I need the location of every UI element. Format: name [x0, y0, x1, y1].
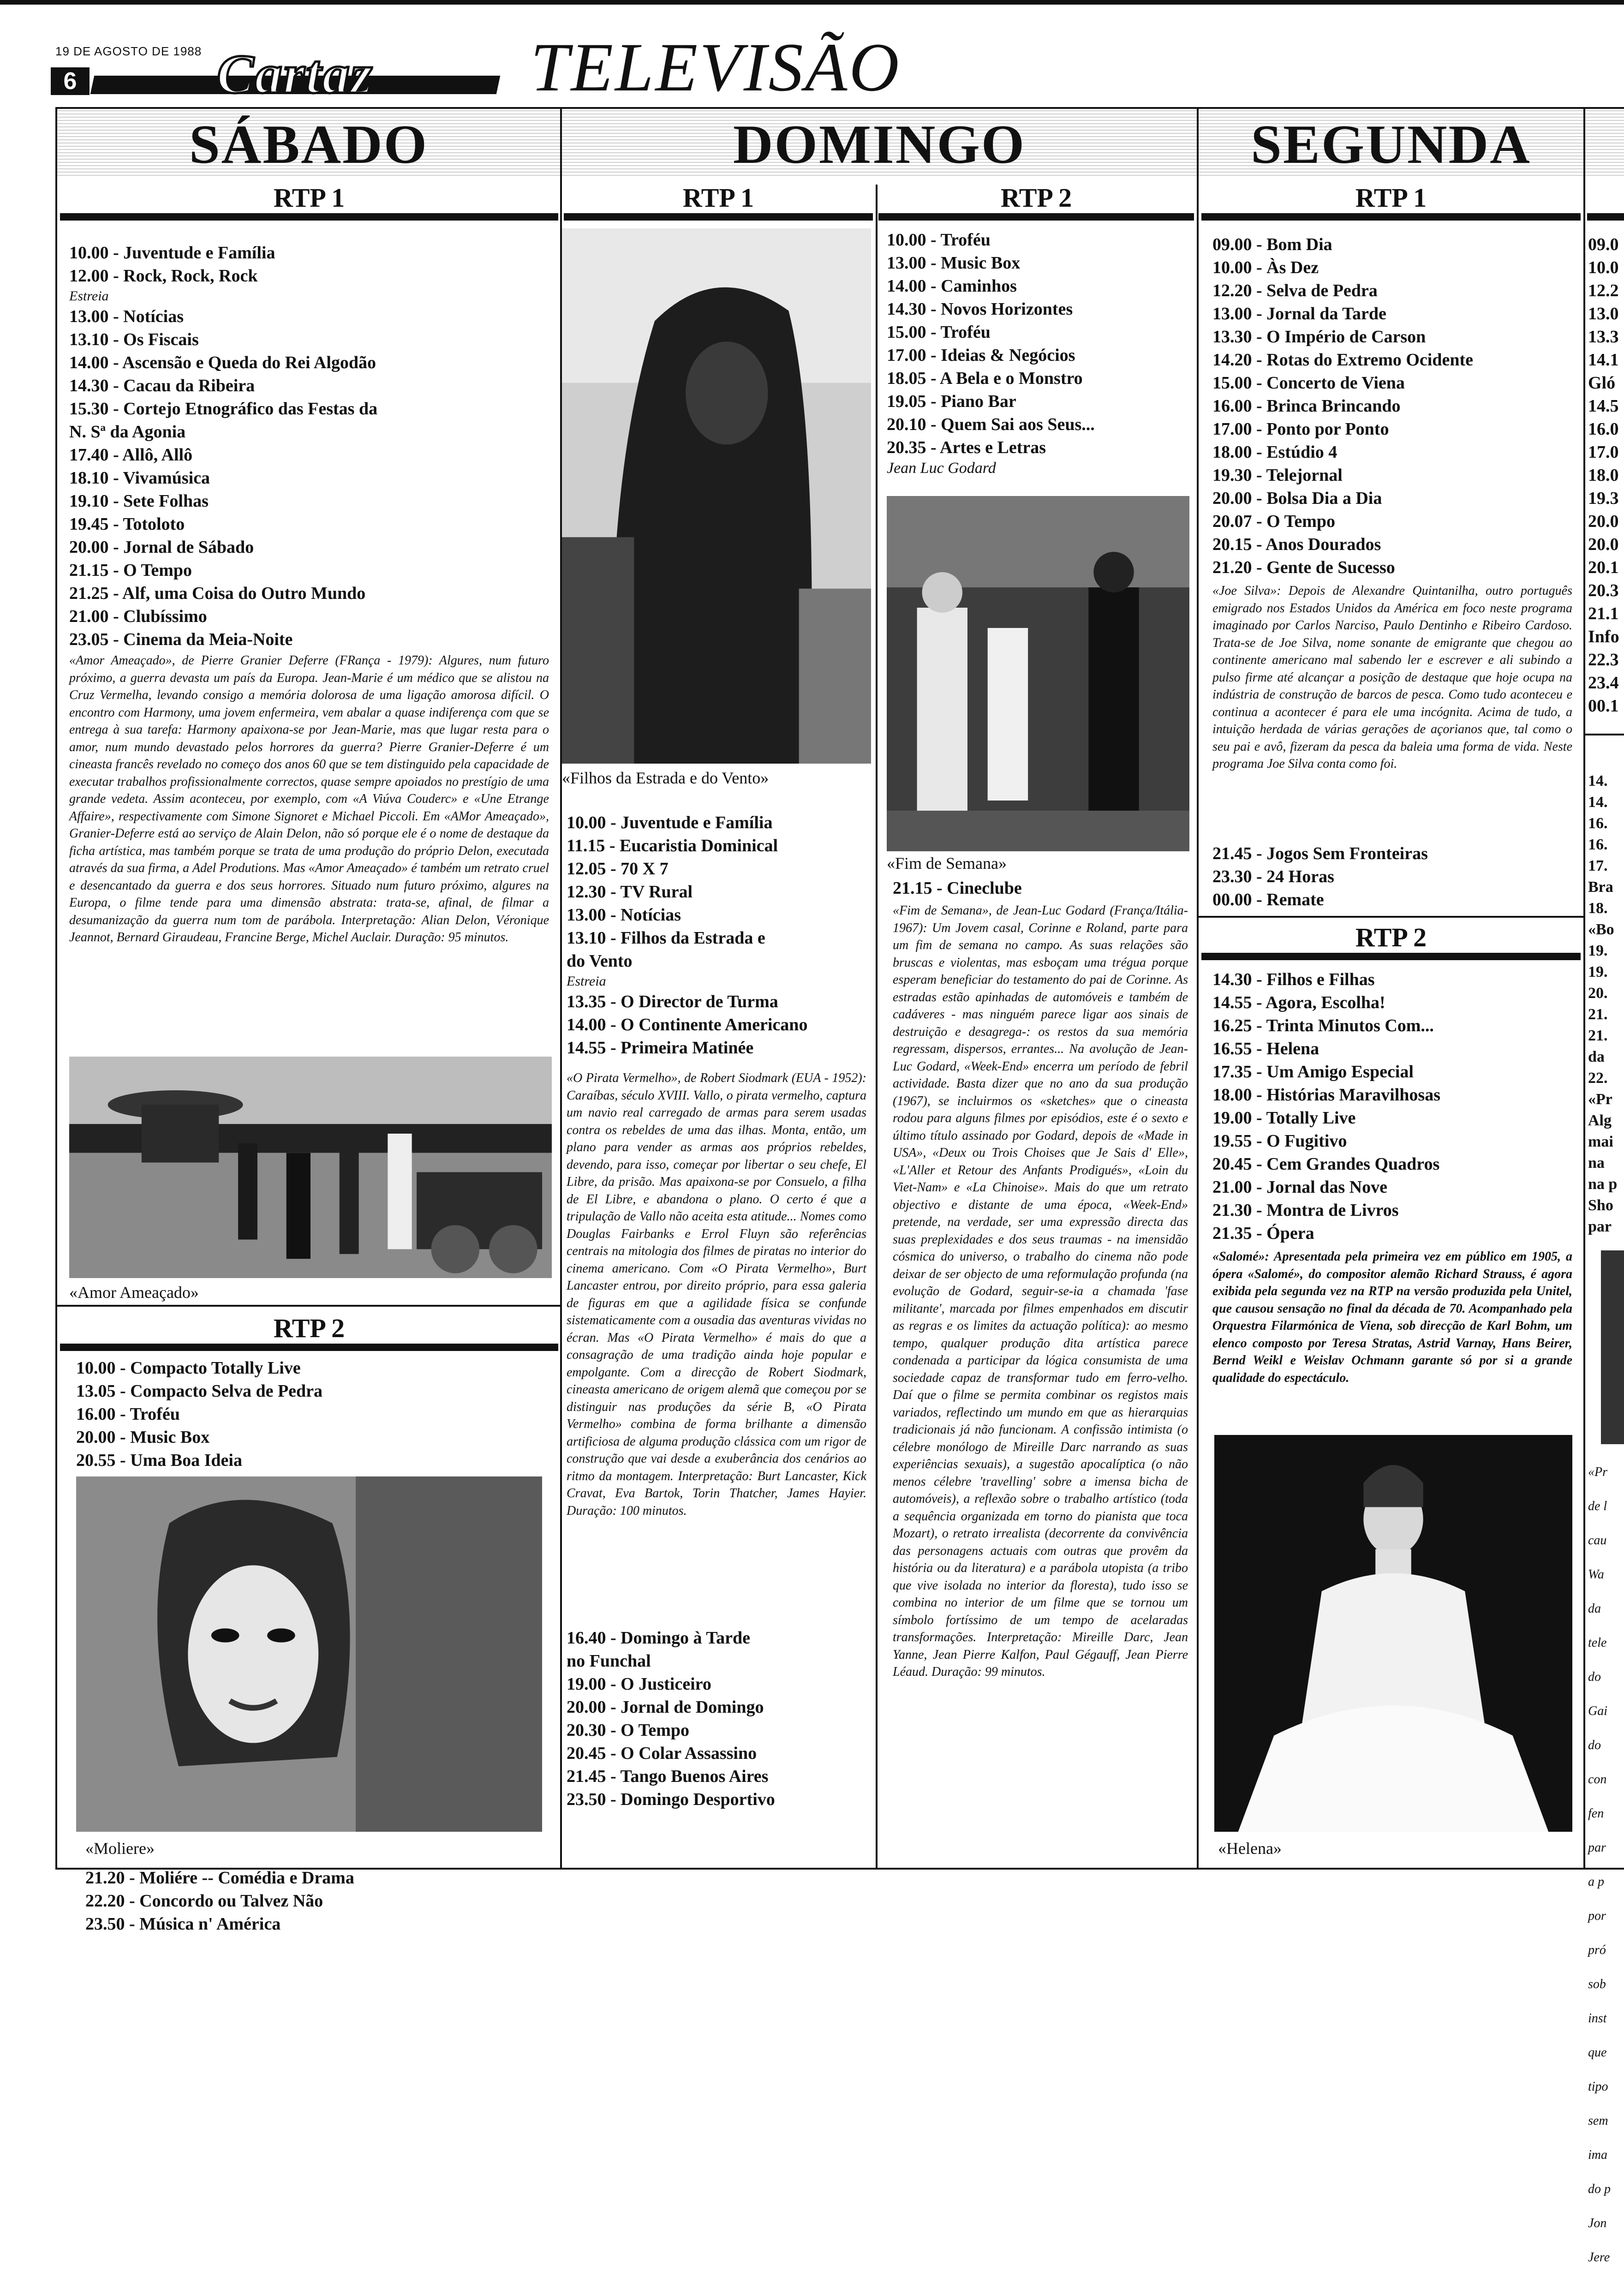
note-fragment: do [1588, 1738, 1601, 1752]
program-item: 20.15 - Anos Dourados [1212, 535, 1381, 554]
program-item: 19.10 - Sete Folhas [69, 491, 209, 511]
day-name: SEGUNDA [1251, 114, 1531, 175]
program-list-saturday-rtp1 [69, 241, 554, 651]
program-item: 19. [1588, 942, 1608, 959]
program-description: «Salomé»: Apresentada pela primeira vez em público em 1905, a ópera «Salomé», do compositor alemão Richard Strauss, é agora exibida pela segunda vez na RTP na versão produzida pela Unitel, que causou sensação no final da década de 70. Acompanhado pela Orquestra Filarmónica de Viena, sob direcção de Karl Bohm, um elenco composto por Teresa Stratas, Astrid Varnay, Hans Beirer, Bernd Weikl e Weislav Ochmann garante só por si a grande qualidade do espectáculo. [1212, 1249, 1572, 1385]
program-item: 10.00 - Juventude e Família [567, 813, 773, 832]
day-header-sunday [562, 109, 1197, 178]
program-item: 16.25 - Trinta Minutos Com... [1212, 1016, 1434, 1035]
program-item: da [1588, 1048, 1605, 1065]
program-item: 12.00 - Rock, Rock, Rock [69, 266, 258, 286]
program-item: 21.45 - Tango Buenos Aires [567, 1767, 769, 1786]
program-item: 17.35 - Um Amigo Especial [1212, 1062, 1414, 1082]
channel-heading: RTP 2 [1000, 183, 1072, 213]
program-item: 15.00 - Troféu [887, 323, 991, 342]
day-name: SÁBADO [189, 114, 429, 175]
note-fragment: fen [1588, 1806, 1604, 1821]
photo-image [562, 228, 871, 764]
program-item: 22.20 - Concordo ou Talvez Não [85, 1891, 323, 1911]
program-item: 23.50 - Domingo Desportivo [567, 1790, 775, 1809]
program-item: 15.30 - Cortejo Etnográfico das Festas da [69, 399, 378, 418]
note-fragments [1588, 1446, 1624, 2265]
program-list-monday-rtp1-late [1212, 842, 1577, 911]
note-fragment: sem [1588, 2114, 1608, 2128]
column-rule-2 [1197, 107, 1199, 1870]
program-list-monday-rtp2 [1212, 968, 1577, 1245]
program-item: 13.30 - O Império de Carson [1212, 327, 1426, 347]
photo-caption: «Filhos da Estrada e do Vento» [562, 769, 769, 787]
program-item: mai [1588, 1133, 1613, 1150]
program-item: 21.20 - Moliére -- Comédia e Drama [85, 1868, 354, 1888]
photo-image [69, 1057, 552, 1278]
note-fragment: tipo [1588, 2080, 1608, 2094]
column-rule-3 [1583, 107, 1585, 1870]
photo-image [887, 496, 1189, 851]
program-item: 12.20 - Selva de Pedra [1212, 281, 1378, 300]
program-list-tuesday-rtp1-partial [1588, 233, 1624, 717]
program-list-saturday-rtp2-late [85, 1866, 556, 1936]
photo-caption: «Amor Ameaçado» [69, 1283, 199, 1302]
photo-caption: «Moliere» [85, 1839, 155, 1858]
day-header-saturday [57, 109, 560, 178]
program-item: 21.1 [1588, 604, 1619, 623]
program-item: 14.00 - Ascensão e Queda do Rei Algodão [69, 353, 376, 372]
photo-caption: «Fim de Semana» [887, 854, 1007, 873]
photo-amor-ameacado [69, 1057, 552, 1278]
program-list-sunday-rtp1-afternoon [567, 1626, 871, 1811]
note-fragment: ima [1588, 2148, 1607, 2162]
program-item: 20.55 - Uma Boa Ideia [76, 1451, 242, 1470]
channel-rule [60, 213, 558, 221]
program-list-monday-rtp1 [1212, 233, 1577, 579]
program-item: 14. [1588, 772, 1608, 789]
column-rule-sunday-split [876, 185, 878, 1869]
program-item: 22. [1588, 1070, 1608, 1087]
program-item: 21.20 - Gente de Sucesso [1212, 558, 1395, 577]
note-fragment: cau [1588, 1533, 1607, 1548]
program-item: 09.0 [1588, 235, 1619, 254]
program-item: par [1588, 1218, 1612, 1235]
program-item: 19.55 - O Fugitivo [1212, 1131, 1347, 1151]
note-fragment: a p [1588, 1875, 1604, 1889]
program-item: 13.00 - Music Box [887, 253, 1021, 273]
program-item: na p [1588, 1176, 1618, 1193]
photo-image [76, 1476, 542, 1832]
note-fragment: Gai [1588, 1704, 1607, 1718]
note-fragment: «Pr [1588, 1465, 1607, 1479]
photo-image [1214, 1435, 1572, 1832]
program-item: 00.1 [1588, 696, 1619, 716]
photo-moliere [76, 1476, 542, 1832]
program-item: 20.1 [1588, 558, 1619, 577]
program-item: 13.3 [1588, 327, 1619, 347]
program-item: 14.00 - O Continente Americano [567, 1015, 808, 1034]
program-item: 00.00 - Remate [1212, 890, 1324, 909]
program-description: «Joe Silva»: Depois de Alexandre Quintanilha, outro português emigrado nos Estados Unidos da América em foco neste programa imaginado por Carlos Narciso, Paulo Dentinho e Ribeiro Cardoso. Trata-se de Joe Silva, nome sonante de emigrante que chegou ao continente americano mal sabendo ler e escrever e ali subindo a pulso firme até alcançar a posição de destaque que hoje ocupa na indústria de construção de barcos de pesca. Como tudo aconteceu e continua a acontecer é para ele uma incógnita. Acima de tudo, a intuição herdada de várias gerações de açorianos que, tal como o seu pai e avô, fizeram da pesca da baleia uma forma de vida. Neste programa Joe Silva conta como foi. [1212, 584, 1572, 771]
divider [1585, 734, 1624, 735]
note-fragment: por [1588, 1909, 1606, 1923]
page-number: 6 [51, 67, 90, 95]
note-fragment: sob [1588, 1977, 1606, 1991]
program-item: 20.0 [1588, 535, 1619, 554]
program-item: 16.00 - Troféu [76, 1404, 180, 1424]
program-item: 17.00 - Ponto por Ponto [1212, 419, 1389, 439]
frame-left-rule [55, 107, 57, 1870]
program-item: 20.35 - Artes e Letras [887, 438, 1046, 457]
program-item: Sho [1588, 1197, 1613, 1214]
program-item: 18.00 - Estúdio 4 [1212, 442, 1337, 462]
channel-rule [1587, 213, 1624, 221]
program-item: 14.55 - Primeira Matinée [567, 1038, 754, 1058]
program-item: 18.0 [1588, 466, 1619, 485]
program-item: 16.40 - Domingo à Tarde [567, 1628, 750, 1648]
program-item: do Vento [567, 951, 633, 971]
program-item: 16.0 [1588, 419, 1619, 439]
program-item: 23.30 - 24 Horas [1212, 867, 1334, 886]
program-item: «Pr [1588, 1091, 1612, 1108]
program-item: 19.3 [1588, 489, 1619, 508]
program-item: 20. [1588, 985, 1608, 1002]
program-item: 09.00 - Bom Dia [1212, 235, 1332, 254]
program-item: 10.00 - Às Dez [1212, 258, 1319, 277]
channel-rule [60, 1344, 558, 1351]
day-header-tuesday-partial [1585, 109, 1624, 178]
program-item: 21. [1588, 1006, 1608, 1023]
note-fragment: da [1588, 1602, 1601, 1616]
cartaz-logo: Cartaz [217, 43, 373, 105]
program-list-saturday-rtp2 [76, 1357, 556, 1472]
program-item: 20.30 - O Tempo [567, 1721, 690, 1740]
program-item: 21.45 - Jogos Sem Fronteiras [1212, 844, 1428, 863]
program-item: 21.00 - Clubíssimo [69, 607, 207, 626]
program-item: 14.00 - Caminhos [887, 276, 1017, 296]
channel-rule [1201, 213, 1581, 221]
program-item: 18.00 - Histórias Maravilhosas [1212, 1085, 1440, 1105]
program-item: 13.10 - Os Fiscais [69, 330, 199, 349]
note-fragment: Jere [1588, 2250, 1610, 2265]
program-item: 14.30 - Filhos e Filhas [1212, 970, 1375, 989]
program-item: 20.00 - Jornal de Domingo [567, 1697, 764, 1717]
program-item: 10.0 [1588, 258, 1619, 277]
note-fragment: do p [1588, 2182, 1611, 2196]
program-item: 23.50 - Música n' América [85, 1914, 281, 1934]
program-item: 18.05 - A Bela e o Monstro [887, 369, 1083, 388]
photo-partial [1601, 1250, 1624, 1444]
divider [1199, 916, 1583, 918]
note-fragment: tele [1588, 1636, 1607, 1650]
program-item: Info [1588, 627, 1619, 646]
program-item: «Bo [1588, 921, 1614, 938]
program-item: 21.35 - Ópera [1212, 1224, 1314, 1243]
note-fragment: par [1588, 1841, 1606, 1855]
section-title: TELEVISÃO [531, 29, 901, 106]
premiere-label: Estreia [69, 288, 109, 304]
program-item: 16. [1588, 815, 1608, 832]
program-item: 14.5 [1588, 396, 1619, 416]
film-synopsis: «Amor Ameaçado», de Pierre Granier Deferre (FRança - 1979): Algures, num futuro próximo, a guerra devasta um país da Europa. Jean-Marie é um médico que se alistou na Cruz Vermelha, levando consigo a memória dolorosa de uma ligação amorosa difícil. O encontro com Harmony, uma jovem enfermeira, vem abalar a quase indiferença com que se entrega à sua tarefa: Harmony apaixona-se por Jean-Marie, mas que lugar resta para o amor, num mundo devastado pelos horrores da guerra? Pierre Granier-Deferre é um cineasta francês revelado no começo dos anos 60 que se tem distinguido pela capacidade de executar trabalhos profissionalmente correctos, quase sempre apoiados no prestígio de uma grande vedeta. Assim aconteceu, por exemplo, com «A Viúva Couderc» e «Une Etrange Affaire», respectivamente com Simone Signoret e Michael Piccoli. Em «AMor Ameaçado», Granier-Deferre está ao serviço de Alain Delon, não só porque ele é o nome de destaque da ficha artística, mas também porque se trata de uma produção do próprio Delon, executada através da sua firma, a Adel Produtions. Mas «Amor Ameaçado» é também um retrato cruel e desencantado da guerra e dos seus horrores. Situado num futuro próximo, algures na Europa, o filme tende para uma dimensão abstrata: trata-se, afinal, de filmar a desumanização da guerra num tom de parábola. Interpretação: Alian Delon, Véronique Jeannot, Bernard Giraudeau, Francine Berge, Michel Auclair. Duração: 95 minutos. [69, 653, 549, 944]
program-item: 19.30 - Telejornal [1212, 466, 1343, 485]
program-item: 22.3 [1588, 650, 1619, 669]
film-synopsis: «Fim de Semana», de Jean-Luc Godard (França/Itália-1967): Um Jovem casal, Corinne e Roland, parte para um fim de semana no campo. As suas relações são bruscas e violentas, mas esboçam uma trégua porque esperam beneficiar do testamento do pai de Corinne. As estradas estão apinhadas de automóveis e também de cadáveres - mas ninguém parece ligar aos sinais de destruição e desagrega-: os restos da sua memória regressam, dispersos, errantes... Na avolução de Jean-Luc Godard, «Week-End» encerra um período de febril actividade. Basta dizer que no ano da sua produção (1967), se incluirmos os «sketches» que o cineasta rodou para alguns filmes por episódios, este é o sexto e último título assinado por Godard, depois de «Made in USA», «Deux ou Trois Choises que Je Sais d' Elle», «L'Aller et Retour des Anfants Prodigués», «Loin du Viet-Nam» e «La Chinoise». Mais do que um retrato objectivo e distante de uma época, «Week-End» pretende, na verdade, ser uma expressão directa das suas preplexidades e dos seus traumas - na imensidão cósmica do universo, o trabalho do cinema não pode deixar de ser objecto de uma reformulação profunda (na evolução de Godard, seguir-se-ia a chamada 'fase militante', marcada por filmes empenhados em discutir as regras e os limites da actuação política): ao mesmo tempo, qualquer produção dita artística parece condenada a participar da lógica consumista de uma sociedade capaz de transformar tudo em ferro-velho. Daí que o filme se permita combinar os registos mais variados, reflectindo um mundo em que as hierarquias tradicionais já não funcionam. A confissão intimista (o célebre monólogo de Mireille Darc narrando as suas experiências sexuais), a sugestão apocalíptica (o não menos célebre 'travelling' sobre a imensa bicha de automóveis), a reflexão sobre o trabalho artístico (toda a sequência organizada em torno do pianista que toca Mozart), o retrato irrealista (decorrente da convivência das personagens actuais com outras que provêm da história ou da literatura) e a parábola utopista (a tribo que vive isolada no interior da floresta), tudo isso se combina no interior de um filme que se tornou um símbolo fortíssimo de um tempo de acelaradas transformações. Interpretação: Mireille Darc, Jean Yanne, Jean Pierre Kalfon, Paul Gégauff, Jean Pierre Léaud. Duração: 99 minutos. [893, 903, 1188, 1679]
note-fragment: pró [1588, 1943, 1606, 1957]
program-item: 18. [1588, 900, 1608, 917]
program-subtitle: Jean Luc Godard [887, 460, 996, 477]
program-item: 13.00 - Jornal da Tarde [1212, 304, 1386, 323]
note-fragment: Jon [1588, 2216, 1607, 2230]
program-list-sunday-rtp2-evening [893, 877, 1188, 900]
program-item: 20.10 - Quem Sai aos Seus... [887, 415, 1095, 434]
program-item: 19. [1588, 963, 1608, 980]
note-fragment: do [1588, 1670, 1601, 1684]
program-item: 12.30 - TV Rural [567, 882, 693, 902]
photo-caption: «Helena» [1218, 1839, 1282, 1858]
program-item: 23.4 [1588, 673, 1619, 693]
program-item: Gló [1588, 373, 1616, 393]
program-item: 16.55 - Helena [1212, 1039, 1320, 1058]
program-item: no Funchal [567, 1651, 651, 1671]
channel-heading: RTP 1 [682, 183, 754, 213]
program-item: 14.20 - Rotas do Extremo Ocidente [1212, 350, 1474, 370]
channel-heading: RTP 2 [273, 1313, 345, 1343]
program-item: 21. [1588, 1027, 1608, 1044]
program-item: na [1588, 1154, 1605, 1171]
program-item: 14.30 - Cacau da Ribeira [69, 376, 255, 395]
note-fragment: de l [1588, 1499, 1607, 1513]
program-item: 19.00 - O Justiceiro [567, 1674, 711, 1694]
program-item: 17.40 - Allô, Allô [69, 445, 193, 465]
program-item: 20.3 [1588, 581, 1619, 600]
photo-fim-de-semana [887, 496, 1189, 851]
program-item: 21.30 - Montra de Livros [1212, 1201, 1399, 1220]
photo-filhos-da-estrada [562, 228, 871, 764]
program-item: 10.00 - Troféu [887, 230, 991, 250]
program-item: 11.15 - Eucaristia Dominical [567, 836, 778, 855]
program-item: 17.00 - Ideias & Negócios [887, 346, 1075, 365]
program-item: 14.30 - Novos Horizontes [887, 299, 1073, 319]
program-item: 13.00 - Notícias [567, 905, 681, 925]
program-item: 12.2 [1588, 281, 1619, 300]
channel-rule [1201, 953, 1581, 960]
channel-heading: RTP 2 [1355, 922, 1427, 952]
program-item: 19.00 - Totally Live [1212, 1108, 1356, 1128]
program-item: 12.05 - 70 X 7 [567, 859, 669, 879]
program-item: 20.45 - Cem Grandes Quadros [1212, 1154, 1440, 1174]
program-item: 21.25 - Alf, uma Coisa do Outro Mundo [69, 584, 366, 603]
program-item: 13.10 - Filhos da Estrada e [567, 928, 765, 948]
program-item: N. Sª da Agonia [69, 422, 186, 442]
program-item: 10.00 - Compacto Totally Live [76, 1358, 301, 1378]
program-item: 20.00 - Music Box [76, 1428, 210, 1447]
program-item: Alg [1588, 1112, 1612, 1129]
program-item: Bra [1588, 879, 1613, 896]
program-list-sunday-rtp1 [567, 811, 871, 1059]
program-item: 17. [1588, 857, 1608, 874]
program-list-tuesday-rtp2-partial [1588, 771, 1624, 1237]
channel-heading: RTP 1 [1355, 183, 1427, 213]
top-rule [0, 0, 1624, 5]
program-item: 21.15 - O Tempo [69, 561, 192, 580]
program-item: 13.35 - O Director de Turma [567, 992, 778, 1011]
program-item: 14.1 [1588, 350, 1619, 370]
program-item: 14. [1588, 794, 1608, 811]
program-item: 19.45 - Totoloto [69, 514, 185, 534]
channel-rule [878, 213, 1194, 221]
program-item: 23.05 - Cinema da Meia-Noite [69, 630, 293, 649]
note-fragment: que [1588, 2045, 1607, 2060]
program-item: 17.0 [1588, 442, 1619, 462]
day-header-monday [1199, 109, 1583, 178]
program-item: 20.0 [1588, 512, 1619, 531]
program-item: 16. [1588, 836, 1608, 853]
program-item: 13.00 - Notícias [69, 307, 184, 326]
program-list-sunday-rtp2 [887, 228, 1191, 478]
program-item: 19.05 - Piano Bar [887, 392, 1016, 411]
issue-date: 19 DE AGOSTO DE 1988 [55, 44, 202, 58]
program-item: 14.55 - Agora, Escolha! [1212, 993, 1385, 1012]
program-item: 13.05 - Compacto Selva de Pedra [76, 1381, 323, 1401]
program-item: 20.00 - Jornal de Sábado [69, 538, 254, 557]
program-item: 13.0 [1588, 304, 1619, 323]
note-fragment: inst [1588, 2011, 1607, 2026]
program-item: 20.07 - O Tempo [1212, 512, 1336, 531]
film-synopsis: «O Pirata Vermelho», de Robert Siodmark (EUA - 1952): Caraíbas, século XVIII. Vallo, o pirata vermelho, captura um navio real carregado de armas para serem usadas contra os rebeldes de uma das ilhas. Monta, então, um plano para vender as armas aos próprios rebeldes, devendo, para isso, começar por libertar o seu chefe, El Libre, da prisão. Mas apaixona-se por Consuelo, a filha de El Libre, e abandona o plano. O certo é que a tripulação de Vallo não aceita esta atitude... Nomes como Douglas Fairbanks e Errol Fluyn são referências centrais na mitologia dos filmes de piratas no interior do cinema americano. Com «O Pirata Vermelho», Burt Lancaster entrou, por direito próprio, para essa galeria de figuras em que a agilidade física se confunde sistematicamente com a ousadia das aventuras vividas no écran. Mas «O Pirata Vermelho» é mais do que a consagração de uma tradição ainda hoje popular e empolgante. Com a direcção de Robert Siodmark, cineasta americano de origem alemã que começou por se distinguir nas produções da série B, «O Pirata Vermelho» combina de forma brilhante a dimensão artificiosa de alguma produção clássica com um rigor de construção que vai desde a exuberância dos cenários ao ritmo da montagem. Interpretação: Burt Lancaster, Kick Cravat, Eva Bartok, Torin Thatcher, James Hayier. Duração: 100 minutos. [567, 1071, 866, 1518]
program-item: 21.00 - Jornal das Nove [1212, 1177, 1387, 1197]
program-item: 18.10 - Vivamúsica [69, 468, 210, 488]
program-item: 20.00 - Bolsa Dia a Dia [1212, 489, 1382, 508]
note-fragment: con [1588, 1772, 1607, 1787]
program-item: 20.45 - O Colar Assassino [567, 1744, 757, 1763]
channel-rule [564, 213, 873, 221]
note-fragment: Wa [1588, 1567, 1604, 1582]
photo-helena [1214, 1435, 1572, 1832]
day-name: DOMINGO [733, 114, 1026, 175]
program-item: 21.15 - Cineclube [893, 879, 1022, 898]
channel-heading: RTP 1 [273, 183, 345, 213]
program-item: 10.00 - Juventude e Família [69, 243, 275, 263]
program-item: 16.00 - Brinca Brincando [1212, 396, 1401, 416]
premiere-label: Estreia [567, 974, 606, 989]
divider [57, 1305, 560, 1307]
program-item: 15.00 - Concerto de Viena [1212, 373, 1405, 393]
